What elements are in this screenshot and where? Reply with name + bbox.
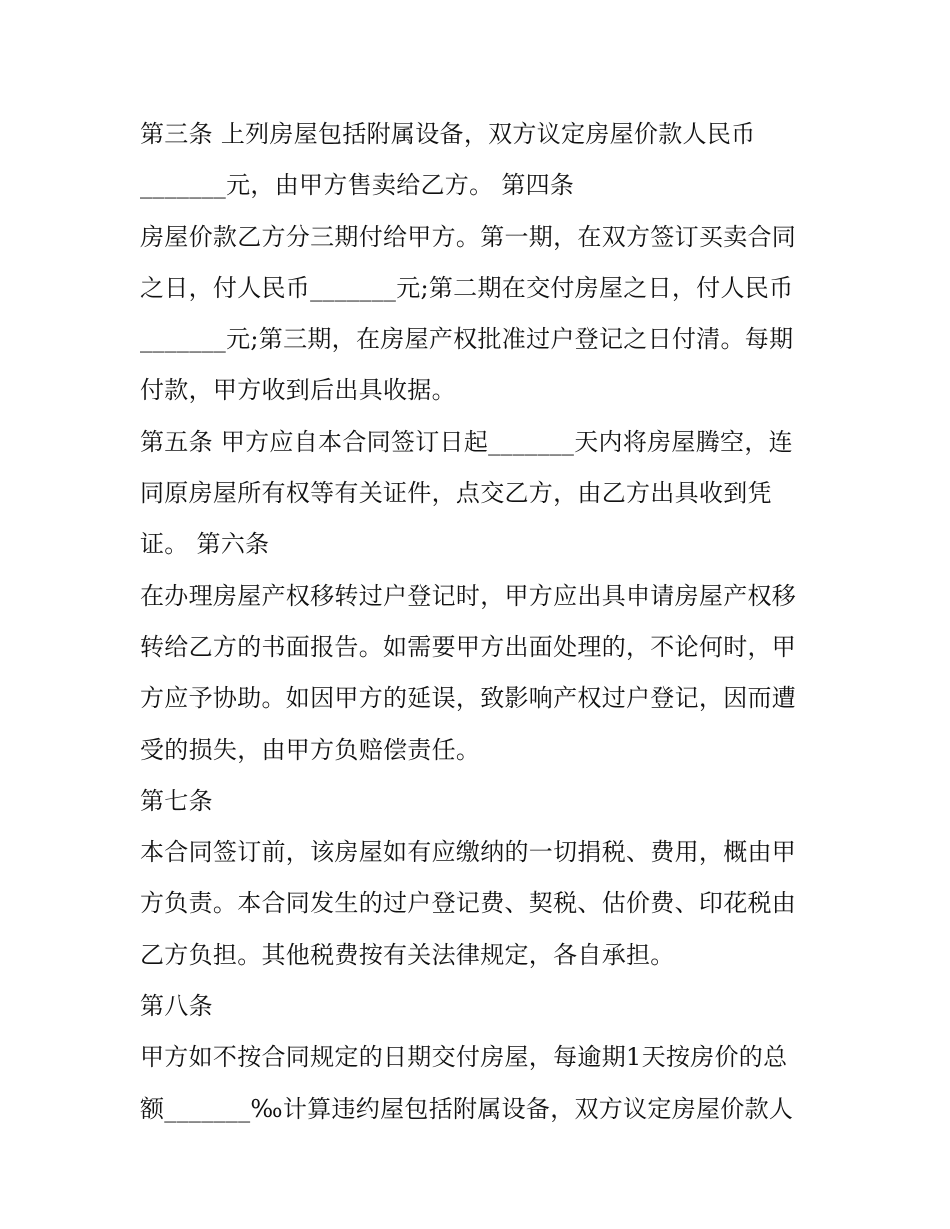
text-line: 之日，付人民币_______元;第二期在交付房屋之日，付人民币 xyxy=(140,273,794,302)
text-line: 在办理房屋产权移转过户登记时，甲方应出具申请房屋产权移 xyxy=(140,581,797,610)
text-line: _______元，由甲方售卖给乙方。 第四条 xyxy=(140,171,575,200)
text-line: 房屋价款乙方分三期付给甲方。第一期，在双方签订买卖合同 xyxy=(140,222,797,251)
text-line: 乙方负担。其他税费按有关法律规定，各自承担。 xyxy=(140,940,675,969)
text-line: 转给乙方的书面报告。如需要甲方出面处理的，不论何时，甲 xyxy=(140,632,797,661)
text-line: 第七条 xyxy=(140,786,213,815)
text-line: 甲方如不按合同规定的日期交付房屋，每逾期1天按房价的总 xyxy=(140,1043,788,1072)
text-line: 本合同签订前，该房屋如有应缴纳的一切捐税、费用，概由甲 xyxy=(140,838,797,867)
text-line: 证。 第六条 xyxy=(140,530,270,559)
text-line: 方应予协助。如因甲方的延误，致影响产权过户登记，因而遭 xyxy=(140,684,797,713)
text-line: 第三条 上列房屋包括附属设备，双方议定房屋价款人民币 xyxy=(140,120,756,148)
text-line: 付款，甲方收到后出具收据。 xyxy=(140,376,456,405)
text-line: _______元;第三期，在房屋产权批准过户登记之日付清。每期 xyxy=(140,325,794,354)
text-line: 额_______‰计算违约屋包括附属设备，双方议定房屋价款人 xyxy=(140,1094,794,1123)
text-line: 第五条 甲方应自本合同签订日起_______天内将房屋腾空，连 xyxy=(140,427,793,456)
text-line: 受的损失，由甲方负赔偿责任。 xyxy=(140,735,481,764)
text-line: 同原房屋所有权等有关证件，点交乙方，由乙方出具收到凭 xyxy=(140,479,772,508)
text-line: 第八条 xyxy=(140,992,213,1021)
text-line: 方负责。本合同发生的过户登记费、契税、估价费、印花税由 xyxy=(140,889,797,918)
contract-text xyxy=(140,109,840,1135)
